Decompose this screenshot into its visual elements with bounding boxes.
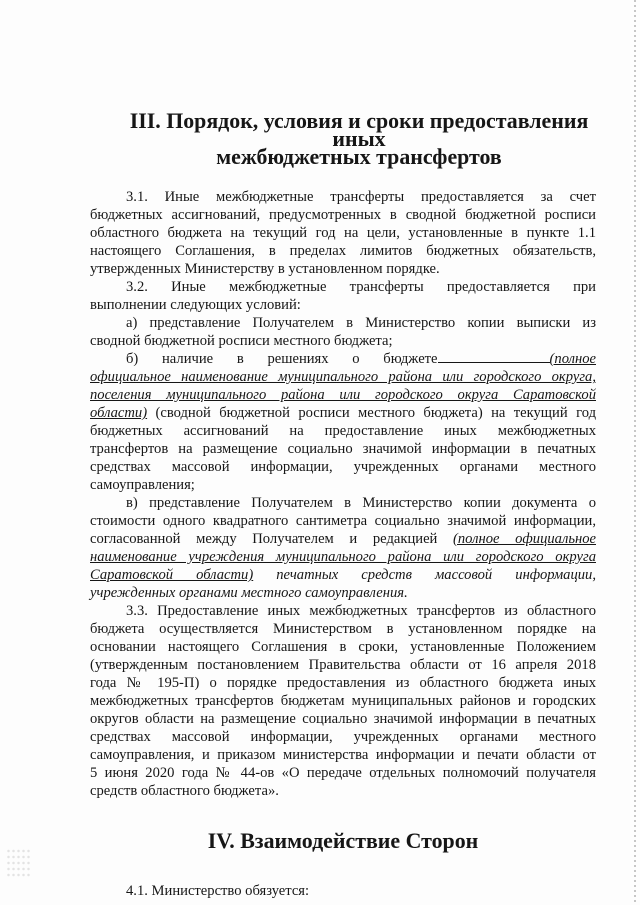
scan-speck-artifact bbox=[6, 848, 32, 878]
pb-line-4-italic: области) bbox=[90, 405, 148, 421]
paragraph-v bbox=[90, 494, 596, 602]
p32-line: 3.2. Иные межбюджетные трансферты предоставляется при bbox=[126, 279, 596, 295]
paragraph-a bbox=[90, 314, 596, 350]
p31-line: 3.1. Иные межбюджетные трансферты предоставляется за счет bbox=[126, 189, 596, 205]
pb-line-4-rest: (сводной бюджетной росписи местного бюджета) на текущий год bbox=[147, 405, 596, 421]
p33-line: средствах массовой информации, учрежденных органами местного bbox=[90, 729, 596, 745]
pb-line-2: официальное наименование муниципального района или городского округа, bbox=[90, 369, 596, 385]
p33-line: (утвержденным постановлением Правительства области от 16 апреля 2018 bbox=[90, 657, 596, 673]
p31-line: бюджетных ассигнований, предусмотренных в сводной бюджетной росписи bbox=[90, 207, 596, 223]
pb-opening: (полное bbox=[549, 351, 596, 367]
pb-prefix: б) наличие в решениях о бюджете bbox=[126, 351, 438, 367]
p33-line: 5 июня 2020 года № 44-ов «О передаче отдельных полномочий получателя bbox=[90, 765, 596, 781]
p32-line: выполнении следующих условий: bbox=[90, 297, 301, 313]
paragraph-4-1: 4.1. Министерство обязуется: bbox=[126, 883, 310, 899]
paragraph-3-2 bbox=[90, 278, 596, 314]
p33-line: средств областного бюджета». bbox=[90, 783, 279, 799]
pv-line-4: наименование учреждения муниципального района или городского округа bbox=[90, 549, 596, 565]
section-4-heading: IV. Взаимодействие Сторон bbox=[207, 828, 479, 853]
p33-line: 3.3. Предоставление иных межбюджетных трансфертов из областного bbox=[126, 603, 596, 619]
pb-line-1 bbox=[90, 350, 596, 368]
p33-line: межбюджетных трансфертов бюджетам муниципальных районов и городских bbox=[90, 693, 596, 709]
p31-line: настоящего Соглашения, в пределах лимитов бюджетных обязательств, bbox=[90, 243, 596, 259]
section-3-heading bbox=[122, 108, 596, 169]
pv-line-6: учрежденных органами местного самоуправления. bbox=[90, 585, 408, 601]
pv-line-5 bbox=[90, 566, 596, 584]
pb-line-3: поселения муниципального района или городского округа Саратовской bbox=[90, 387, 596, 403]
pb-line-5: бюджетных ассигнований на предоставление иных межбюджетных bbox=[90, 423, 596, 439]
paragraph-b bbox=[90, 350, 596, 494]
document-body bbox=[90, 108, 596, 900]
pv-line-3-italic: (полное официальное bbox=[453, 531, 596, 547]
pv-line-1: в) представление Получателем в Министерство копии документа о bbox=[126, 495, 596, 511]
p31-line: областного бюджета на текущий год на цели, установленные в пункте 1.1 bbox=[90, 225, 596, 241]
paragraph-3-1 bbox=[90, 188, 596, 278]
p33-line: бюджета осуществляется Министерством в установленном порядке на bbox=[90, 621, 596, 637]
pv-line-3 bbox=[90, 530, 596, 548]
pv-line-2: стоимости одного квадратного сантиметра социально значимой информации, bbox=[90, 513, 596, 529]
pb-line-4 bbox=[90, 404, 596, 422]
pv-line-5-rest: печатных средств массовой информации, bbox=[253, 567, 596, 583]
p33-line: года № 195-П) о порядке предоставления из областного бюджета иных bbox=[90, 675, 596, 691]
pa-line: сводной бюджетной росписи местного бюджета; bbox=[90, 333, 393, 349]
p31-line: утвержденных Министерству в установленном порядке. bbox=[90, 261, 440, 277]
p33-line: основании настоящего Соглашения в сроки, установленные Положением bbox=[90, 639, 596, 655]
scan-edge-artifact bbox=[634, 0, 636, 905]
p33-line: самоуправления, и приказом министерства информации и печати области от bbox=[90, 747, 596, 763]
pb-line-6: трансфертов на размещение социально значимой информации в печатных bbox=[90, 441, 596, 457]
pb-line-7: средствах массовой информации, учрежденных органами местного bbox=[90, 459, 596, 475]
pb-line-8: самоуправления; bbox=[90, 477, 195, 493]
blank-fill-line bbox=[438, 350, 550, 363]
paragraph-3-3 bbox=[90, 602, 596, 800]
pv-line-5-underlined: Саратовской области) bbox=[90, 567, 254, 583]
section-3-title-line-1: III. Порядок, условия и сроки предоставления иных bbox=[129, 108, 589, 151]
section-3-title-line-2: межбюджетных трансфертов bbox=[216, 144, 502, 169]
p33-line: округов области на размещение социально значимой информации в печатных bbox=[90, 711, 596, 727]
pa-line: а) представление Получателем в Министерство копии выписки из bbox=[126, 315, 596, 331]
pv-line-3-plain: согласованной между Получателем и редакцией bbox=[90, 531, 454, 547]
